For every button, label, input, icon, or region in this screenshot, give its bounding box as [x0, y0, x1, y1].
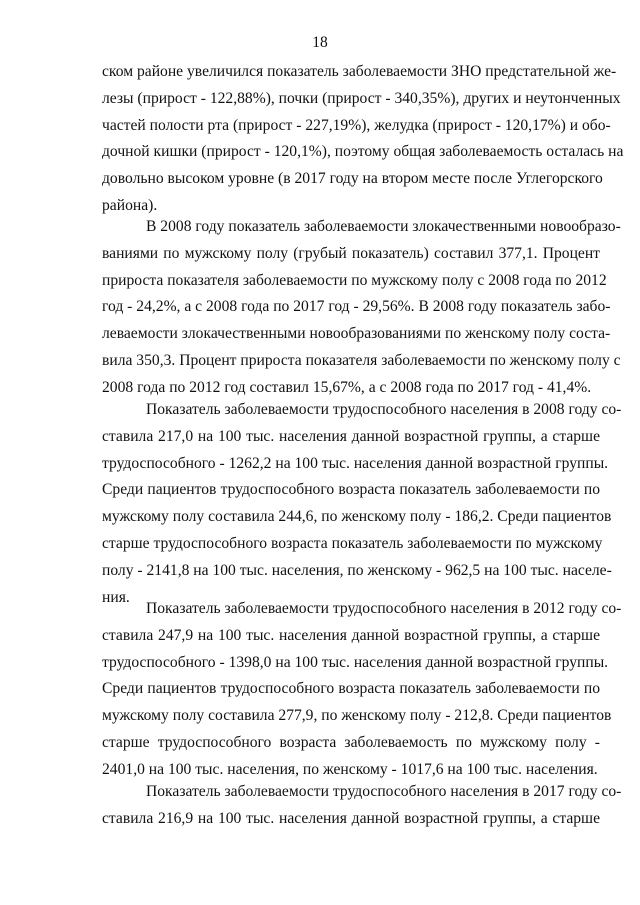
- paragraph-5: [102, 779, 622, 833]
- text-line: ния.: [102, 588, 130, 606]
- text-line: лезы (прирост - 122,88%), почки (прирост - 340,35%), других и неутонченных: [102, 89, 621, 107]
- text-line: ском районе увеличился показатель заболеваемости ЗНО предстательной же-: [102, 63, 617, 80]
- text-line: Среди пациентов трудоспособного возраста показатель заболеваемости по: [102, 481, 600, 499]
- text-line: ставила 217,0 на 100 тыс. населения данной возрастной группы, а старше: [102, 427, 600, 445]
- paragraph-3: [102, 397, 622, 611]
- paragraph-1: [102, 59, 624, 220]
- text-line: ваниями по мужскому полу (грубый показатель) составил 377,1. Процент: [102, 244, 600, 262]
- text-line: старше трудоспособного возраста показатель заболеваемости по мужскому: [102, 534, 603, 552]
- text-line: трудоспособного - 1398,0 на 100 тыс. населения данной возрастной группы.: [102, 653, 609, 671]
- text-line: Показатель заболеваемости трудоспособного населения в 2012 году со-: [146, 600, 622, 617]
- text-line: 2008 года по 2012 год составил 15,67%, а с 2008 года по 2017 год - 41,4%.: [102, 378, 592, 396]
- text-line: ставила 216,9 на 100 тыс. населения данной возрастной группы, а старше: [102, 809, 600, 827]
- text-line: Показатель заболеваемости трудоспособного населения в 2017 году со-: [146, 783, 622, 800]
- text-line: довольно высоком уровне (в 2017 году на втором месте после Углегорского: [102, 170, 603, 188]
- text-line: прироста показателя заболеваемости по мужскому полу с 2008 года по 2012: [102, 271, 607, 289]
- text-line: старше трудоспособного возраста заболеваемость по мужскому полу -: [102, 733, 600, 751]
- text-line: вила 350,3. Процент прироста показателя заболеваемости по женскому полу с: [102, 351, 621, 369]
- page-number: 18: [312, 34, 328, 51]
- text-line: ставила 247,9 на 100 тыс. населения данной возрастной группы, а старше: [102, 626, 600, 644]
- text-line: частей полости рта (прирост - 227,19%), желудка (прирост - 120,17%) и обо-: [102, 116, 611, 134]
- text-line: В 2008 году показатель заболеваемости злокачественными новообразо-: [146, 218, 621, 235]
- paragraph-2: [102, 214, 621, 402]
- text-line: трудоспособного - 1262,2 на 100 тыс. населения данной возрастной группы.: [102, 454, 609, 472]
- text-line: год - 24,2%, а с 2008 года по 2017 год - 29,56%. В 2008 году показатель забо-: [102, 298, 611, 316]
- text-line: 2401,0 на 100 тыс. населения, по женскому - 1017,6 на 100 тыс. населения.: [102, 760, 598, 778]
- text-line: леваемости злокачественными новообразованиями по женскому полу соста-: [102, 325, 611, 343]
- text-line: дочной кишки (прирост - 120,1%), поэтому общая заболеваемость осталась на: [102, 143, 624, 161]
- text-line: полу - 2141,8 на 100 тыс. населения, по женскому - 962,5 на 100 тыс. населе-: [102, 561, 612, 579]
- text-line: Среди пациентов трудоспособного возраста показатель заболеваемости по: [102, 680, 600, 698]
- paragraph-4: [102, 596, 622, 784]
- text-line: Показатель заболеваемости трудоспособного населения в 2008 году со-: [146, 401, 622, 418]
- text-line: района).: [102, 196, 158, 214]
- text-line: мужскому полу составила 244,6, по женскому полу - 186,2. Среди пациентов: [102, 508, 612, 526]
- text-line: мужскому полу составила 277,9, по женскому полу - 212,8. Среди пациентов: [102, 707, 612, 725]
